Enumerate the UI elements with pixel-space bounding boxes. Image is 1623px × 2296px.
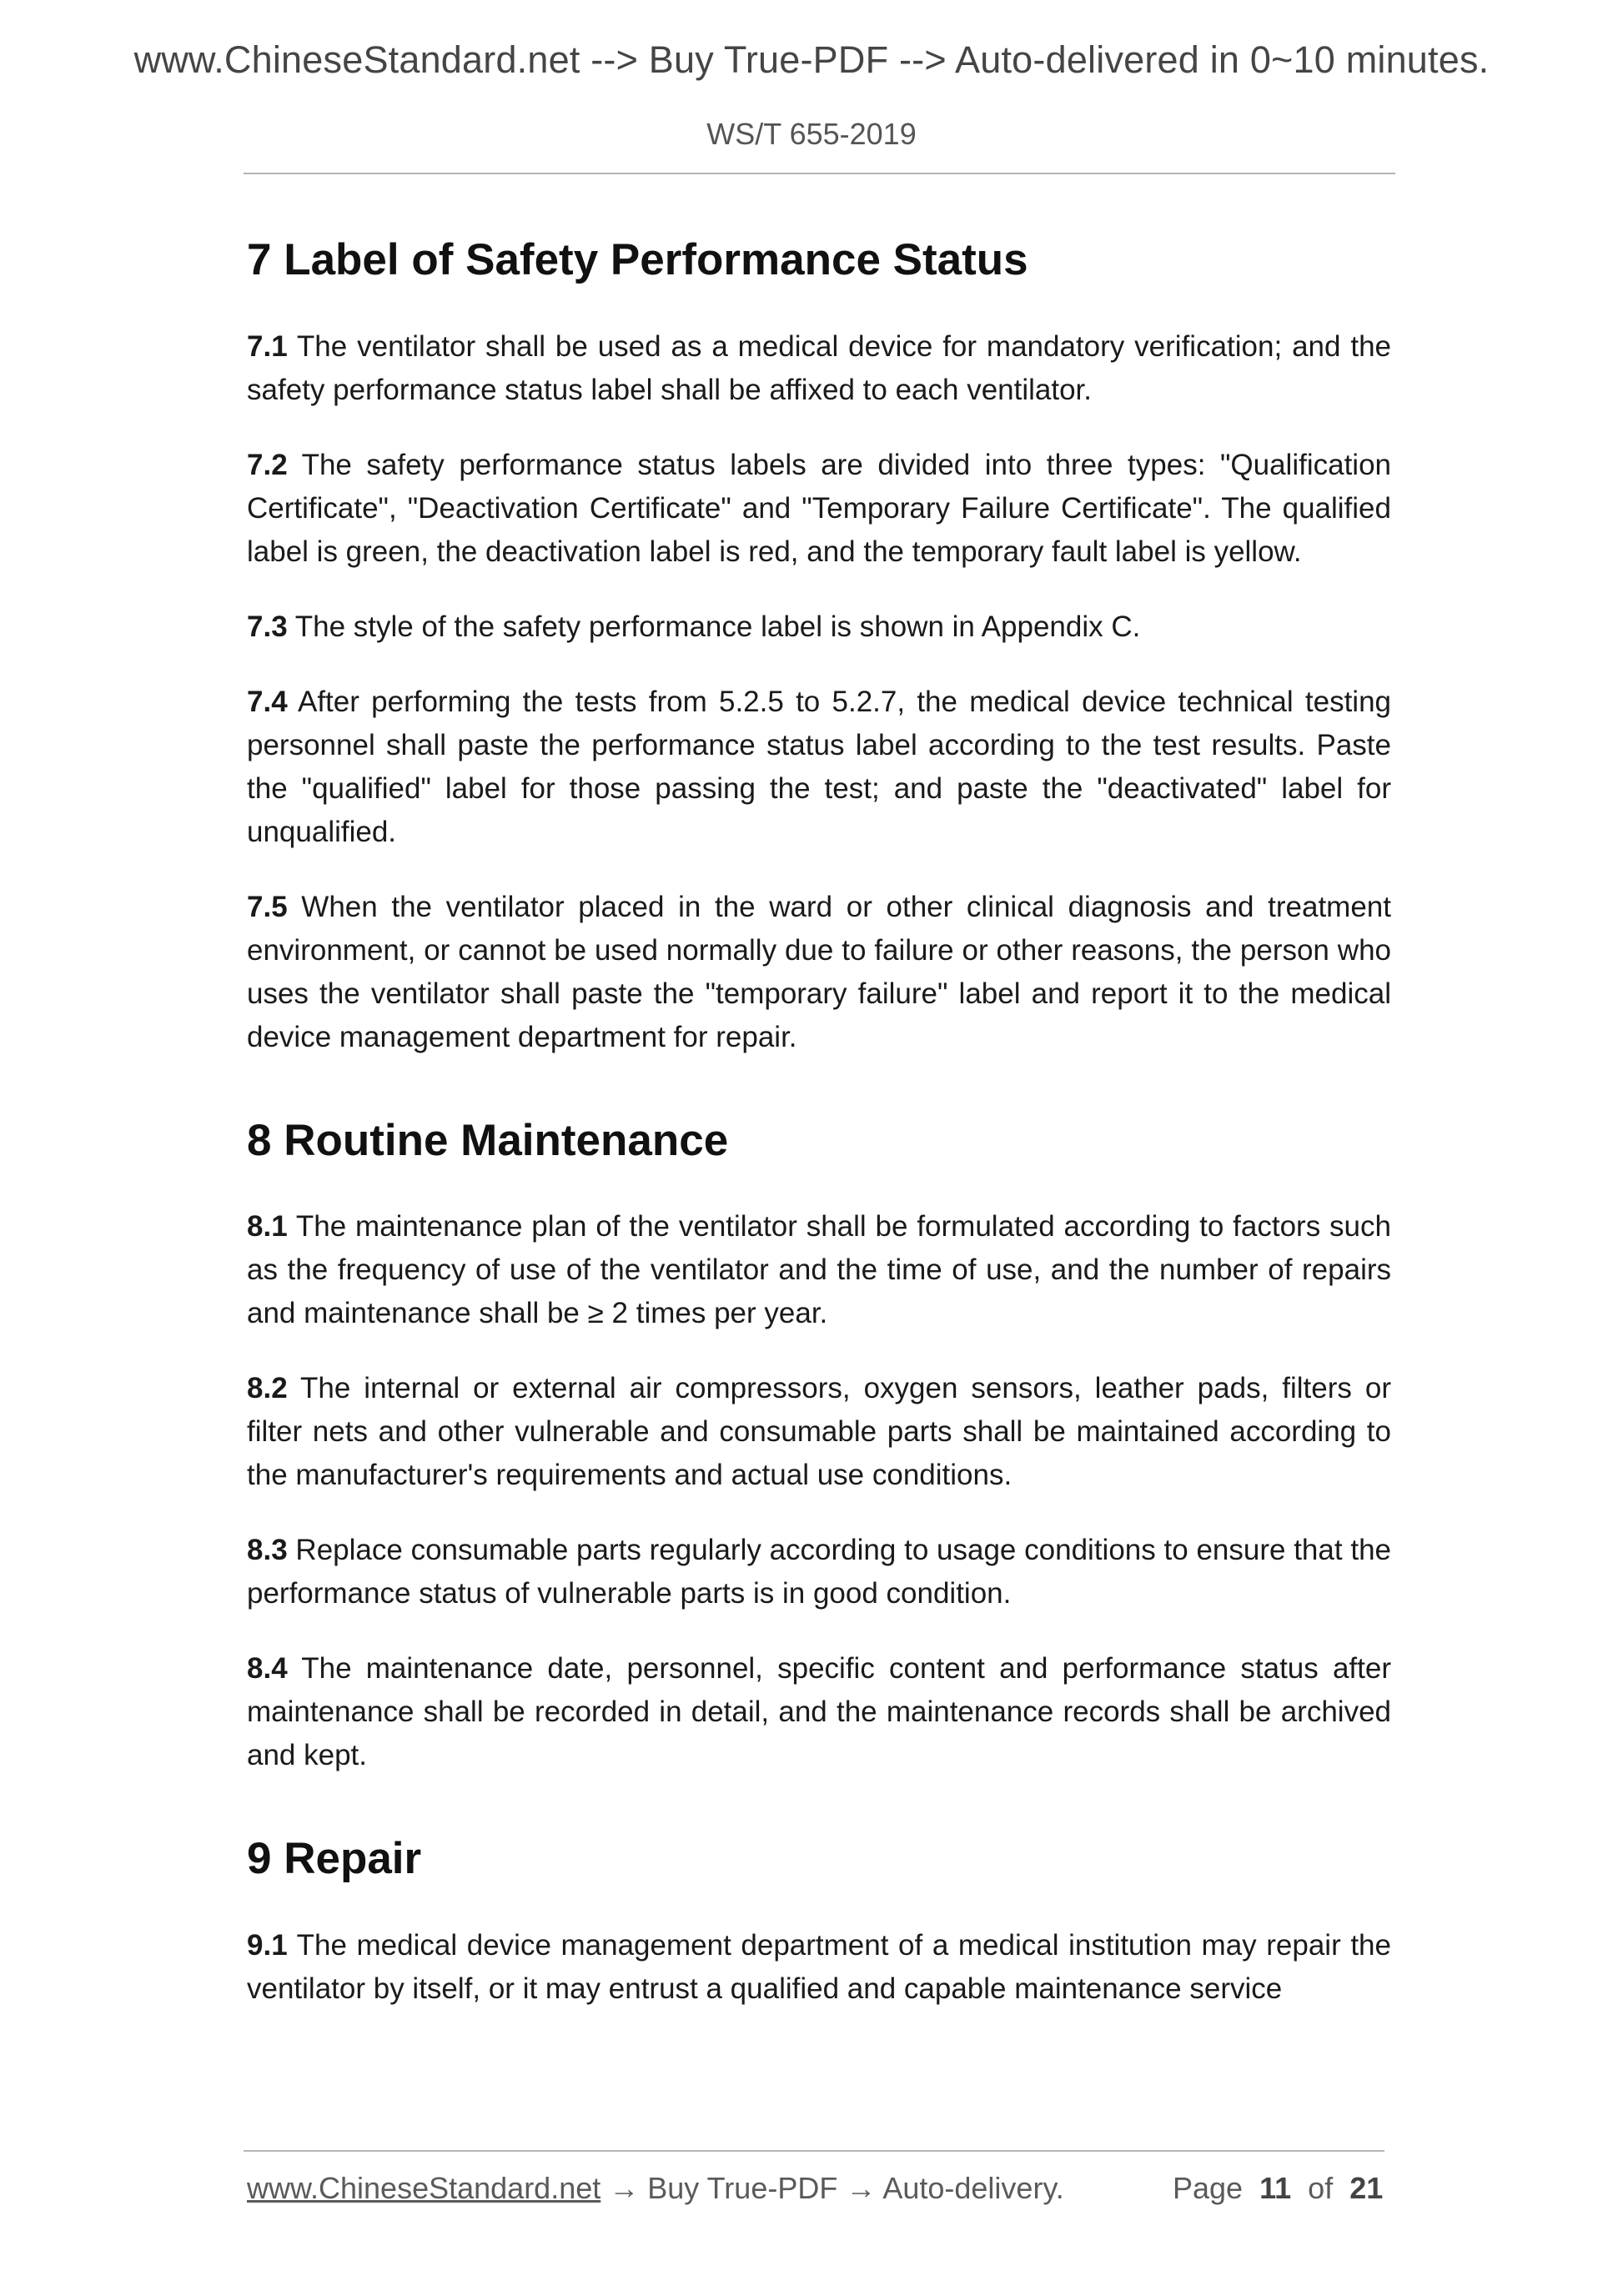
top-banner: www.ChineseStandard.net --> Buy True-PDF --> Auto-delivered in 0~10 minutes. [133, 38, 1490, 81]
page-word: Page [1173, 2171, 1244, 2205]
section-7-heading: 7 Label of Safety Performance Status [247, 235, 1028, 284]
page-indicator [1173, 2171, 1383, 2206]
clause-number: 7.4 [247, 685, 288, 718]
section-9-heading: 9 Repair [247, 1834, 422, 1884]
clause-8-4 [247, 1647, 1391, 1777]
section-8-heading: 8 Routine Maintenance [247, 1115, 729, 1165]
clause-number: 9.1 [247, 1928, 288, 1962]
clause-text: The style of the safety performance label is shown in Appendix C. [294, 610, 1141, 643]
clause-number: 8.4 [247, 1652, 288, 1686]
clause-8-1 [247, 1205, 1391, 1335]
clause-7-4 [247, 681, 1391, 854]
clause-7-2 [247, 444, 1391, 574]
clause-9-1 [247, 1924, 1391, 2011]
standard-code: WS/T 655-2019 [706, 117, 917, 151]
page-current: 11 [1259, 2171, 1292, 2205]
clause-text: After performing the tests from 5.2.5 to 5.2.7, the medical device technical testing personnel shall paste the performance status label according to the test results. Paste the "qualified" label for those passing the test; and paste the "deactivated" label for unqualified. [247, 685, 1391, 848]
document-body [247, 234, 1391, 2011]
clause-number: 7.2 [247, 448, 288, 481]
clause-text: The maintenance date, personnel, specific content and performance status after maintenance shall be recorded in detail, and the maintenance records shall be archived and kept. [247, 1652, 1392, 1772]
clause-text: Replace consumable parts regularly according to usage conditions to ensure that the performance status of vulnerable parts is in good condition. [247, 1534, 1391, 1610]
clause-number: 7.1 [247, 329, 288, 363]
footer-divider [244, 2150, 1384, 2152]
clause-7-1 [247, 325, 1391, 412]
clause-number: 8.3 [247, 1534, 288, 1567]
clause-text: The safety performance status labels are divided into three types: "Qualification Certificate", "Deactivation Certificate" and "Temporary Failure Certificate". The qualified label is green, the deactivation label is red, and the temporary fault label is yellow. [247, 448, 1391, 568]
footer-promo [247, 2171, 1064, 2206]
clause-7-3 [247, 605, 1391, 649]
clause-8-3 [247, 1529, 1391, 1615]
footer-site-link[interactable]: www.ChineseStandard.net [247, 2171, 601, 2205]
clause-number: 7.5 [247, 890, 288, 923]
page-total: 21 [1349, 2171, 1384, 2205]
clause-text: The medical device management department of a medical institution may repair the ventilator by itself, or it may entrust a qualified and capable maintenance service [247, 1928, 1391, 2005]
clause-number: 8.2 [247, 1372, 288, 1405]
header-divider [244, 173, 1395, 174]
clause-text: The ventilator shall be used as a medical device for mandatory verification; and the safety performance status label shall be affixed to each ventilator. [247, 329, 1392, 406]
clause-text: When the ventilator placed in the ward or other clinical diagnosis and treatment environment, or cannot be used normally due to failure or other reasons, the person who uses the ventilator shall paste the "temporary failure" label and report it to the medical device management department for repair. [247, 890, 1391, 1053]
clause-number: 8.1 [247, 1210, 288, 1243]
clause-text: The internal or external air compressors, oxygen sensors, leather pads, filters or filter nets and other vulnerable and consumable parts shall be maintained according to the manufacturer's requirements and actual use conditions. [247, 1372, 1392, 1492]
clause-text: The maintenance plan of the ventilator shall be formulated according to factors such as the frequency of use of the ventilator and the time of use, and the number of repairs and maintenance shall be ≥ 2 times per year. [247, 1210, 1391, 1330]
of-word: of [1308, 2171, 1334, 2205]
clause-8-2 [247, 1367, 1391, 1497]
clause-7-5 [247, 886, 1391, 1059]
clause-number: 7.3 [247, 610, 288, 643]
footer-delivery-text: → Buy True-PDF → Auto-delivery. [609, 2171, 1064, 2205]
